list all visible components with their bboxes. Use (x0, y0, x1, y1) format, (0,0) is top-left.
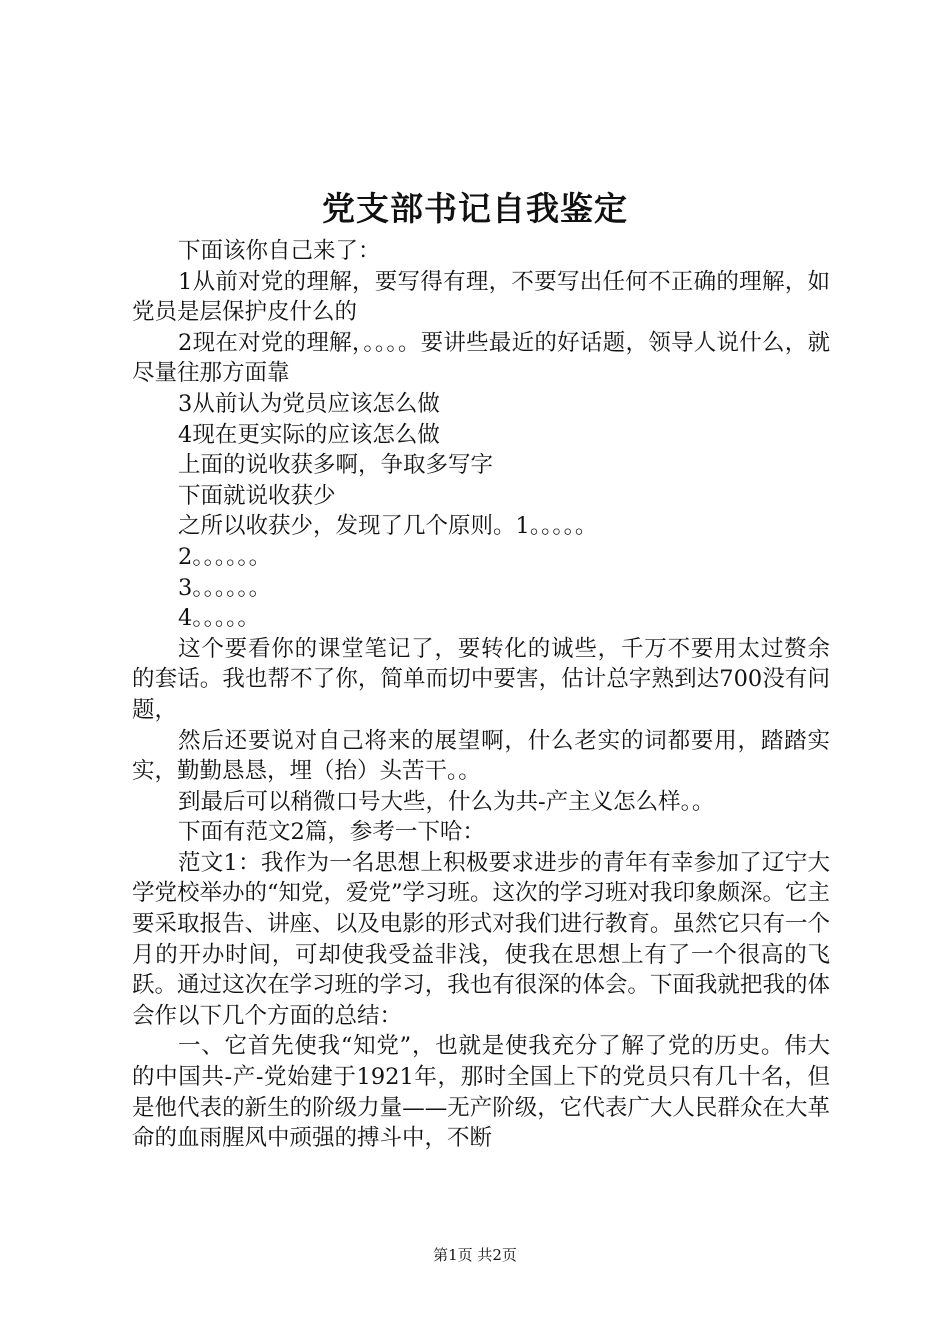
document-title: 党支部书记自我鉴定 (322, 189, 628, 228)
paragraph: 然后还要说对自己将来的展望啊，什么老实的词都要用，踏踏实实，勤勤恳恳，埋（抬）头苦干。。 (132, 727, 830, 785)
paragraph: 一、它首先使我“知党”，也就是使我充分了解了党的历史。伟大的中国共-产-党始建于1921年，那时全国上下的党员只有几十名，但是他代表的新生的阶级力量——无产阶级，它代表广大人民群众在大革命的血雨腥风中顽强的搏斗中，不断 (132, 1033, 830, 1152)
paragraph: 4现在更实际的应该怎么做 (178, 421, 440, 448)
paragraph: 下面就说收获少 (178, 482, 336, 509)
page-footer: 第1页 共2页 (433, 1246, 517, 1264)
paragraph: 到最后可以稍微口号大些，什么为共-产主义怎么样。。 (178, 788, 715, 815)
paragraph: 1从前对党的理解，要写得有理，不要写出任何不正确的理解，如党员是层保护皮什么的 (132, 268, 830, 326)
paragraph: 下面有范文2篇，参考一下哈： (178, 819, 485, 846)
paragraph: 下面该你自己来了： (178, 238, 381, 264)
paragraph: 2。。。。。。 (178, 543, 272, 570)
paragraph: 3。。。。。。 (178, 574, 272, 601)
paragraph: 之所以收获少，发现了几个原则。1。。。。。 (178, 513, 598, 540)
paragraph: 2现在对党的理解，。。。。要讲些最近的好话题，领导人说什么，就尽量往那方面靠 (132, 329, 830, 387)
paragraph: 4。。。。。 (178, 605, 260, 632)
paragraph: 上面的说收获多啊，争取多写字 (178, 452, 494, 479)
paragraph: 范文1：我作为一名思想上积极要求进步的青年有幸参加了辽宁大学党校举办的“知党，爱党”学习班。这次的学习班对我印象颇深。它主要采取报告、讲座、以及电影的形式对我们进行教育。虽然它只有一个月的开办时间，可却使我受益非浅，使我在思想上有了一个很高的飞跃。通过这次在学习班的学习，我也有很深的体会。下面我就把我的体会作以下几个方面的总结： (132, 849, 831, 1029)
document-body (132, 236, 830, 1154)
paragraph: 这个要看你的课堂笔记了，要转化的诚些，千万不要用太过赘余的套话。我也帮不了你，简单而切中要害，估计总字熟到达700没有问题， (132, 635, 830, 723)
paragraph: 3从前认为党员应该怎么做 (178, 390, 440, 417)
